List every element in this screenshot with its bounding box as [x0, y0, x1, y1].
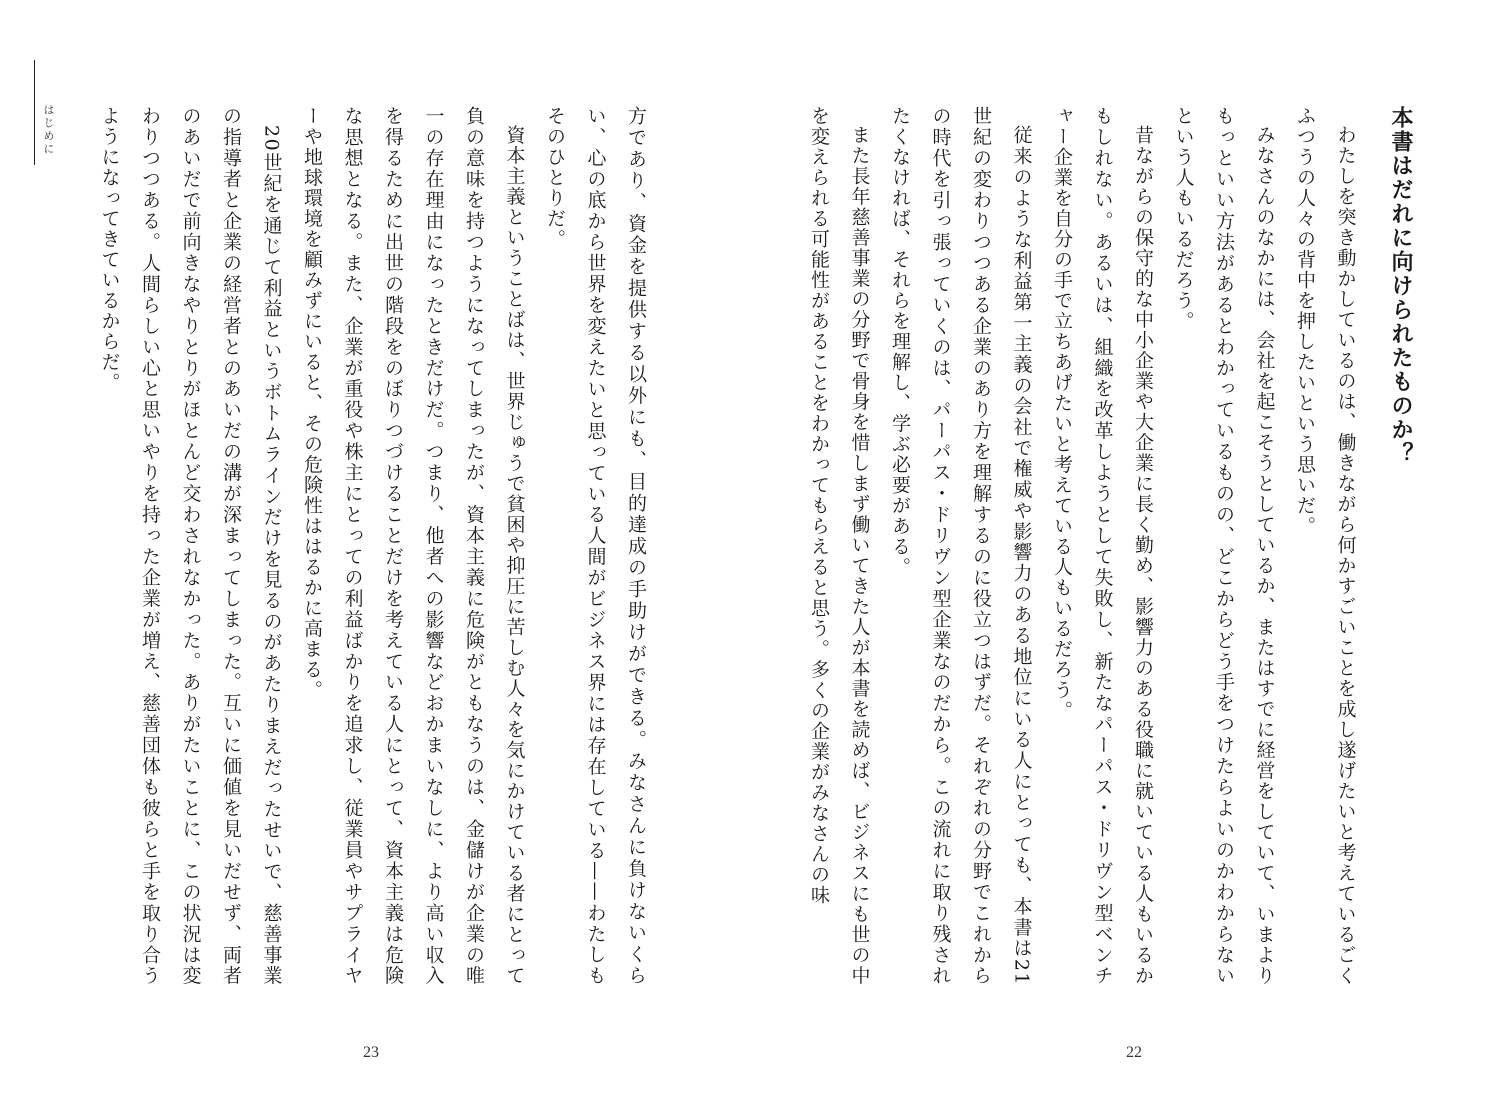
paragraph: わたしを突き動かしているのは、働きながら何かすごいことを成し遂げたいと考えているごくふつうの人々の背中を押したいという思いだ。	[1294, 106, 1357, 986]
left-page	[0, 0, 755, 1110]
paragraph: また長年慈善事業の分野で骨身を惜しまず働いてきた人が本書を読めば、ビジネスにも世の中を変えられる可能性があることをわかってもらえると思う。多くの企業がみなさんの味	[808, 106, 871, 986]
page-number: 22	[1126, 1044, 1142, 1061]
paragraph: 方であり、資金を提供する以外にも、目的達成の手助けができる。みなさんに負けないくらい、心の底から世界を変えたいと思っている人間がビジネス界には存在している——わたしもそのひとりだ。	[544, 106, 647, 986]
paragraph: 資本主義ということばは、世界じゅうで貧困や抑圧に苦しむ人々を気にかけている者にとって負の意味を持つようになってしまったが、資本主義に危険がともなうのは、金儲けが企業の唯一の存在理由になったときだけだ。つまり、他者への影響などおかまいなしに、より高い収入を得るために出世の階段をのぼりつづけることだけを考えている人にとって、資本主義は危険な思想となる。また、企業が重役や株主にとっての利益ばかりを追求し、従業員やサプライヤーや地球環境を顧みずにいると、その危険性ははるかに高まる。	[301, 106, 526, 986]
paragraph: 20世紀を通じて利益というボトムラインだけを見るのがあたりまえだったせいで、慈善事業の指導者と企業の経営者とのあいだの溝が深まってしまった。互いに価値を見いだせず、両者のあいだで前向きなやりとりがほとんど交わされなかった。ありがたいことに、この状況は変わりつつある。人間らしい心と思いやりを持った企業が増え、慈善団体も彼らと手を取り合うようになってきているからだ。	[98, 106, 283, 986]
page-number: 23	[363, 1044, 379, 1061]
paragraph: みなさんのなかには、会社を起こそうとしているか、またはすでに経営をしていて、いまよりもっといい方法があるとわかっているものの、どこからどう手をつけたらよいのかわからないという人もいるだろう。	[1172, 106, 1276, 986]
section-heading: 本書はだれに向けられたものか？	[1388, 106, 1413, 466]
paragraph: 従来のような利益第一主義の会社で権威や影響力のある地位にいる人にとっても、本書は21世紀の変わりつつある企業のあり方を理解するのに役立つはずだ。それぞれの分野でこれからの時代を引っ張っていくのは、パーパス・ドリヴン型企業なのだから。この流れに取り残されたくなければ、それらを理解し、学ぶ必要がある。	[889, 106, 1033, 986]
running-head-rule	[34, 60, 35, 165]
left-page-text	[98, 106, 656, 986]
right-page	[755, 0, 1511, 1110]
right-page-text	[808, 106, 1420, 986]
paragraph: 昔ながらの保守的な中小企業や大企業に長く勤め、影響力のある役職に就いている人もいるかもしれない。あるいは、組織を改革しようとして失敗し、新たなパーパス・ドリヴン型ベンチャー企業を自分の手で立ちあげたいと考えている人もいるだろう。	[1051, 106, 1154, 986]
running-head: はじめに	[42, 104, 55, 156]
